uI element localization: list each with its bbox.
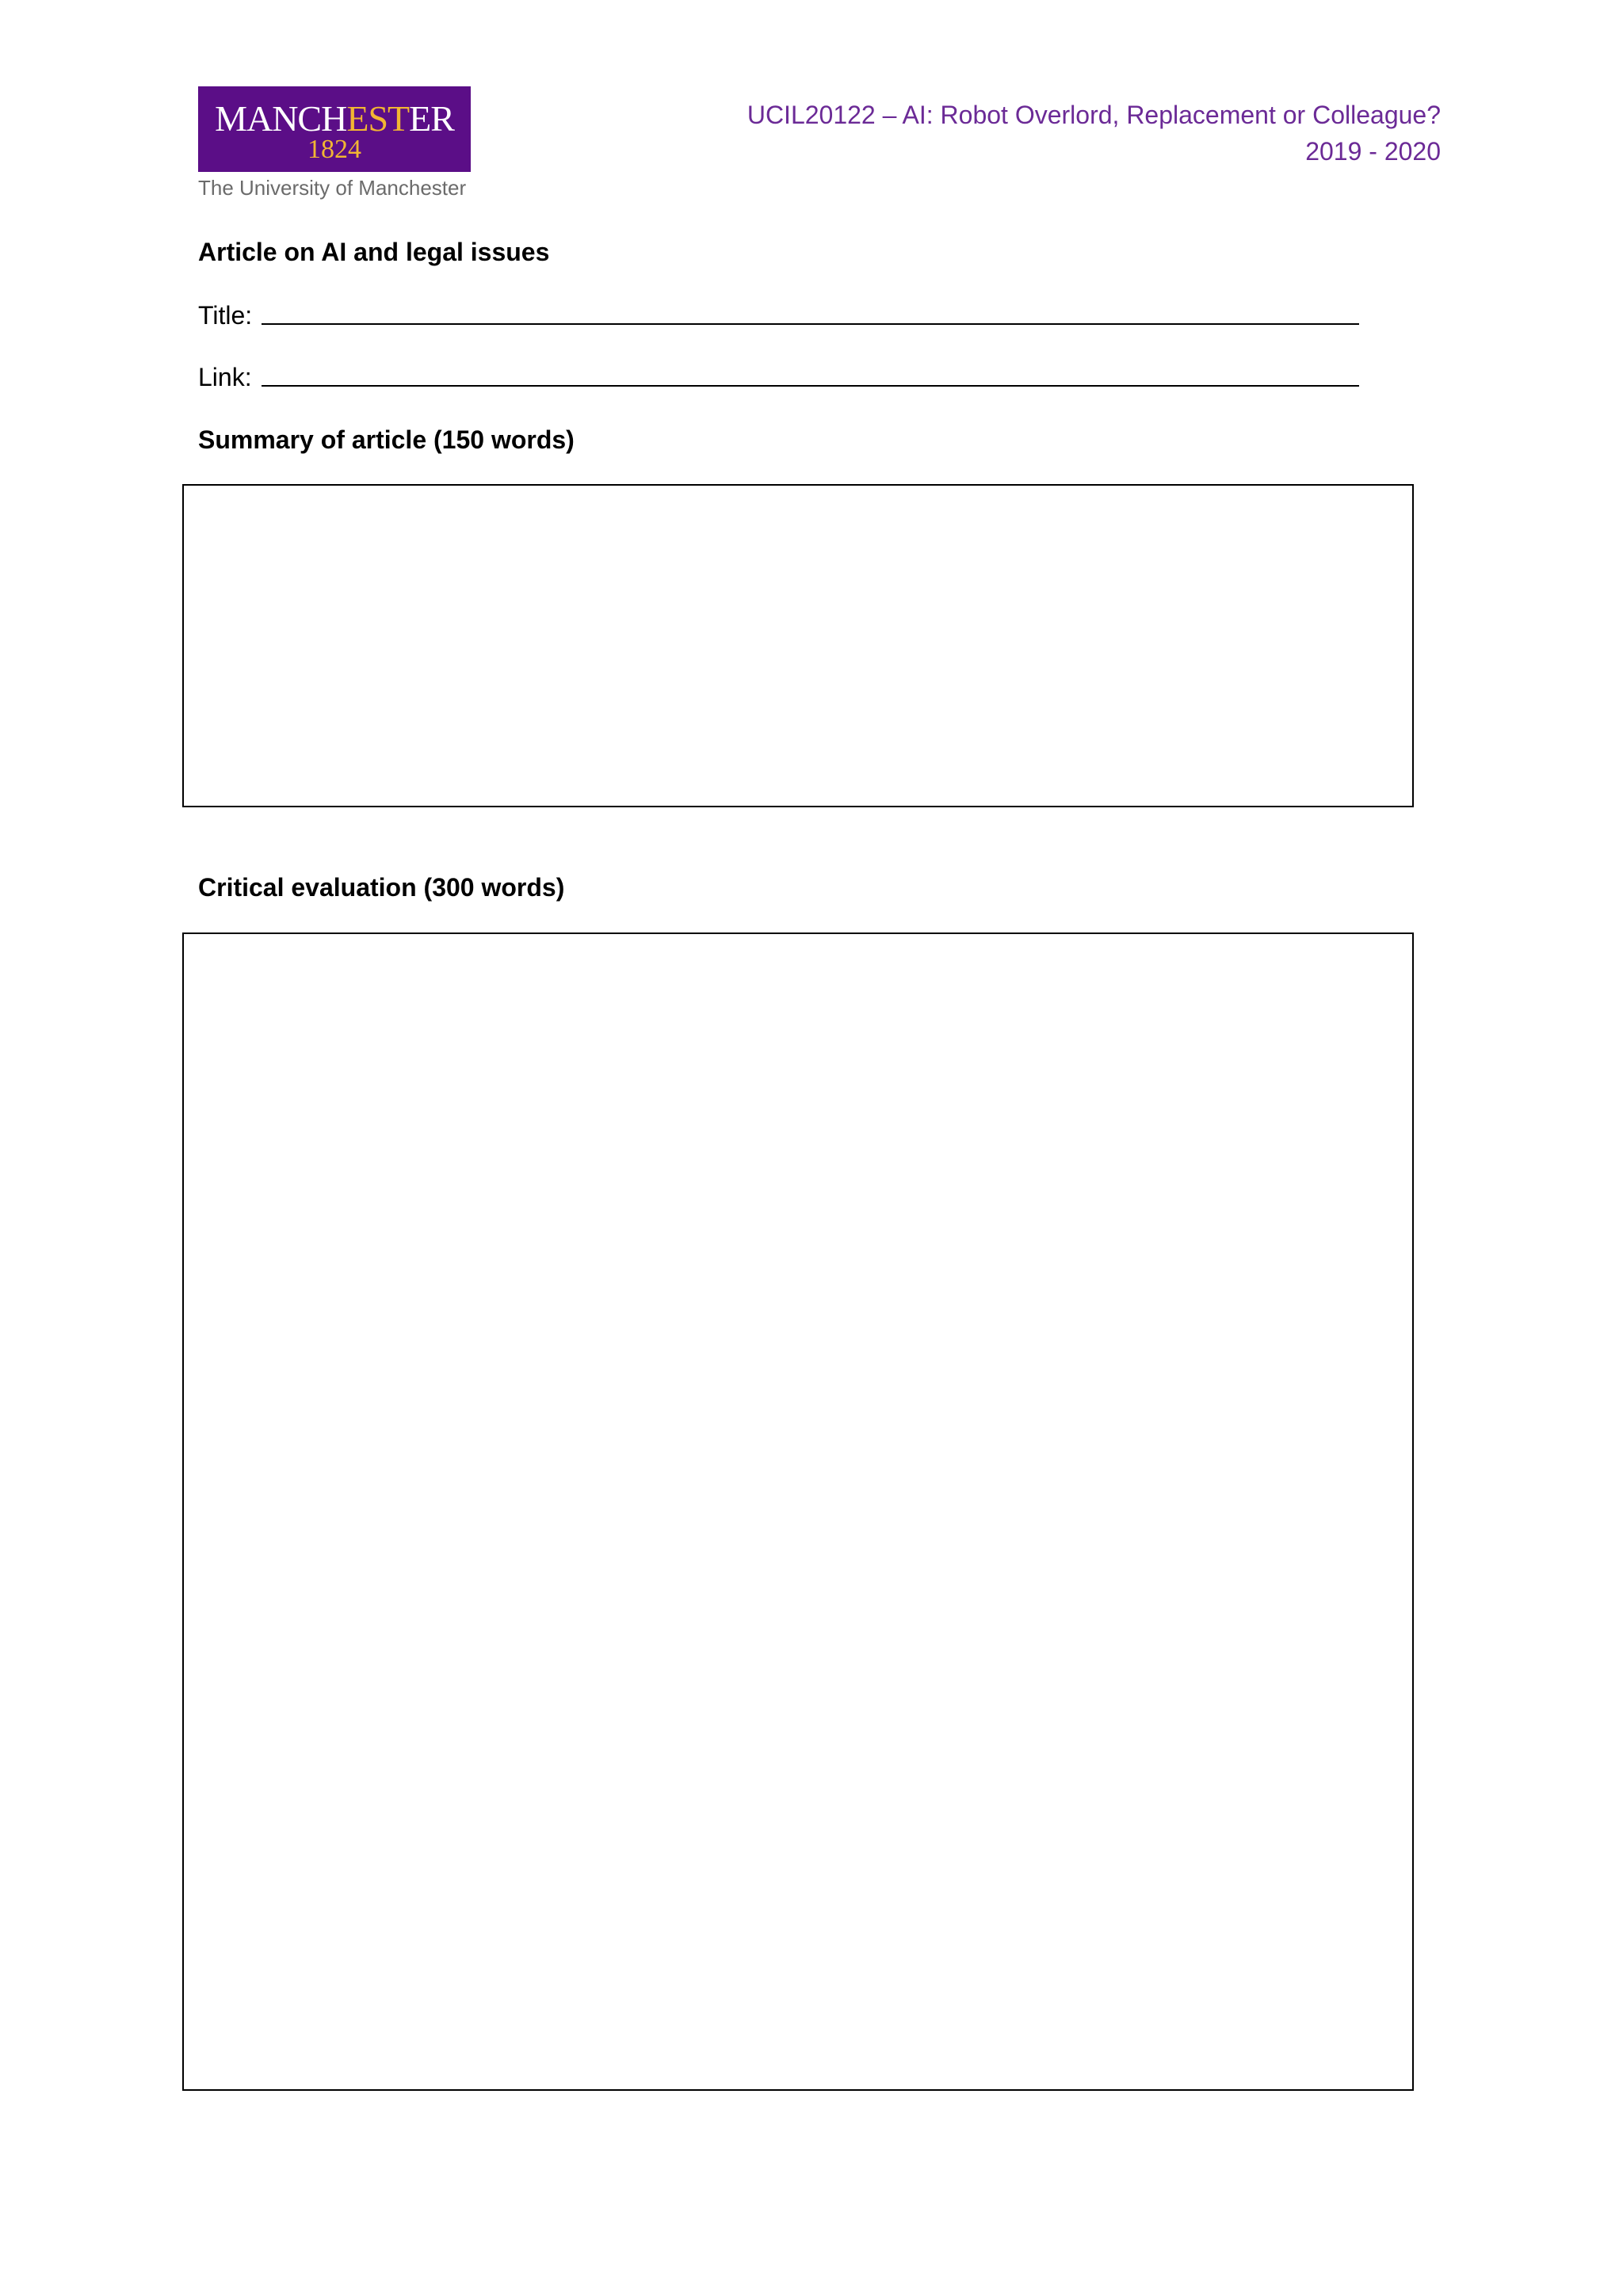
logo-word-part: ER	[409, 98, 454, 139]
evaluation-answer-box[interactable]	[182, 933, 1414, 2091]
logo-tagline: The University of Manchester	[198, 176, 467, 200]
course-header	[747, 97, 1441, 170]
title-field-row	[198, 296, 1359, 331]
link-field-row	[198, 358, 1359, 393]
logo-word-part: MANCH	[215, 98, 347, 139]
logo-wordmark	[198, 98, 471, 139]
academic-year: 2019 - 2020	[1305, 137, 1441, 166]
title-input-line[interactable]	[262, 323, 1359, 325]
logo-year: 1824	[307, 135, 361, 164]
summary-heading: Summary of article (150 words)	[198, 425, 575, 454]
page-title: Article on AI and legal issues	[198, 238, 550, 266]
university-logo	[198, 86, 471, 172]
link-input-line[interactable]	[262, 385, 1359, 387]
course-title: UCIL20122 – AI: Robot Overlord, Replacement or Colleague?	[747, 101, 1441, 129]
evaluation-heading: Critical evaluation (300 words)	[198, 873, 565, 902]
summary-answer-box[interactable]	[182, 484, 1414, 807]
link-field-label: Link:	[198, 363, 252, 391]
logo-word-highlight: EST	[346, 98, 410, 139]
title-field-label: Title:	[198, 301, 253, 330]
